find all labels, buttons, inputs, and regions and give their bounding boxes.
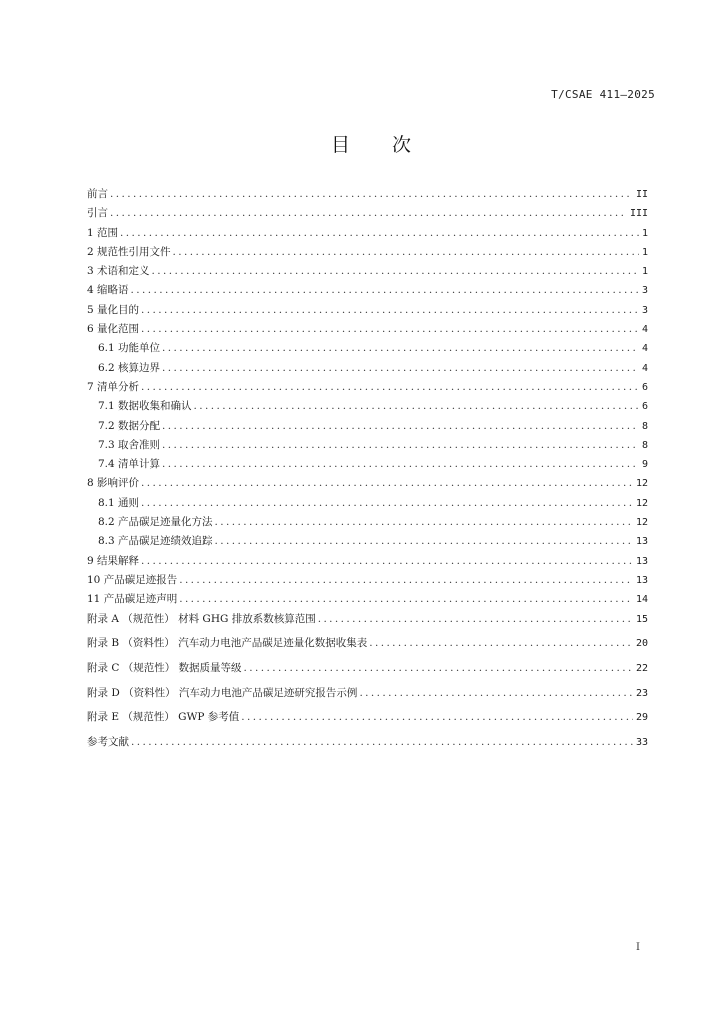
toc-entry[interactable] xyxy=(87,515,648,534)
toc-entry[interactable] xyxy=(87,361,648,380)
toc-entry-page: 13 xyxy=(635,536,648,548)
toc-entry-label: 8.3 产品碳足迹绩效追踪 xyxy=(98,535,213,548)
toc-entry-page: 13 xyxy=(635,555,648,567)
toc-leader-dots xyxy=(141,322,639,337)
table-of-contents xyxy=(87,187,648,760)
toc-entry-page: 14 xyxy=(635,594,648,606)
toc-entry-label: 5 量化目的 xyxy=(87,303,140,316)
toc-leader-dots xyxy=(110,187,633,202)
toc-entry-page: 23 xyxy=(635,687,648,699)
toc-entry-page: 33 xyxy=(635,736,648,748)
toc-leader-dots xyxy=(359,686,633,701)
toc-leader-dots xyxy=(179,573,633,588)
toc-entry[interactable] xyxy=(87,341,648,360)
toc-entry-label: 7.3 取舍准则 xyxy=(98,438,161,451)
toc-leader-dots xyxy=(215,515,633,530)
toc-leader-dots xyxy=(318,612,633,627)
toc-entry[interactable] xyxy=(87,496,648,515)
toc-entry-label: 4 缩略语 xyxy=(87,284,129,297)
toc-leader-dots xyxy=(162,341,639,356)
toc-leader-dots xyxy=(162,361,639,376)
toc-entry-label: 3 术语和定义 xyxy=(87,265,150,278)
toc-entry[interactable] xyxy=(87,554,648,573)
toc-leader-dots xyxy=(162,438,639,453)
toc-entry-page: III xyxy=(629,208,648,220)
toc-leader-dots xyxy=(131,283,639,298)
toc-entry-page: 8 xyxy=(641,439,648,451)
toc-entry[interactable] xyxy=(87,245,648,264)
toc-entry[interactable] xyxy=(87,264,648,283)
toc-leader-dots xyxy=(141,496,633,511)
toc-leader-dots xyxy=(244,661,633,676)
toc-entry-label: 11 产品碳足迹声明 xyxy=(87,593,178,606)
toc-entry-label: 参考文献 xyxy=(87,735,129,748)
toc-entry-label: 附录 C （规范性） 数据质量等级 xyxy=(87,661,242,674)
toc-entry-label: 前言 xyxy=(87,188,108,200)
toc-entry-label: 8.1 通则 xyxy=(98,496,140,509)
toc-leader-dots xyxy=(141,476,633,491)
toc-entry-label: 6 量化范围 xyxy=(87,323,140,336)
toc-entry[interactable] xyxy=(87,303,648,322)
page-number: I xyxy=(636,942,640,953)
toc-entry-label: 附录 A （规范性） 材料 GHG 排放系数核算范围 xyxy=(87,612,316,625)
toc-entry-page: 29 xyxy=(635,712,648,724)
toc-leader-dots xyxy=(131,735,633,750)
toc-entry[interactable] xyxy=(87,206,648,225)
toc-entry[interactable] xyxy=(87,686,648,711)
toc-entry-label: 6.2 核算边界 xyxy=(98,361,161,374)
toc-leader-dots xyxy=(141,380,639,395)
toc-entry[interactable] xyxy=(87,592,648,611)
toc-leader-dots xyxy=(179,592,633,607)
page-title: 目 次 xyxy=(330,134,430,156)
toc-entry[interactable] xyxy=(87,636,648,661)
toc-entry-page: 20 xyxy=(635,638,648,650)
toc-entry-label: 附录 E （规范性） GWP 参考值 xyxy=(87,711,240,724)
toc-leader-dots xyxy=(141,554,633,569)
toc-entry[interactable] xyxy=(87,419,648,438)
toc-entry-label: 7.2 数据分配 xyxy=(98,419,161,432)
toc-entry-label: 8.2 产品碳足迹量化方法 xyxy=(98,516,213,529)
toc-entry-label: 6.1 功能单位 xyxy=(98,342,161,355)
toc-entry-label: 7.4 清单计算 xyxy=(98,458,161,471)
toc-entry[interactable] xyxy=(87,735,648,760)
toc-leader-dots xyxy=(215,534,633,549)
toc-entry-page: 15 xyxy=(635,613,648,625)
toc-entry-page: 6 xyxy=(641,401,648,413)
document-code: T/CSAE 411—2025 xyxy=(551,88,655,101)
toc-entry[interactable] xyxy=(87,438,648,457)
toc-leader-dots xyxy=(369,636,633,651)
toc-leader-dots xyxy=(194,399,639,414)
toc-entry-page: 13 xyxy=(635,574,648,586)
toc-entry-label: 2 规范性引用文件 xyxy=(87,245,171,258)
toc-entry[interactable] xyxy=(87,612,648,637)
toc-entry[interactable] xyxy=(87,457,648,476)
toc-entry-page: 22 xyxy=(635,662,648,674)
toc-entry-page: 8 xyxy=(641,420,648,432)
toc-entry-page: 3 xyxy=(641,285,648,297)
toc-entry-page: 12 xyxy=(635,517,648,529)
toc-leader-dots xyxy=(173,245,639,260)
toc-leader-dots xyxy=(120,226,639,241)
toc-entry[interactable] xyxy=(87,399,648,418)
toc-entry-label: 7 清单分析 xyxy=(87,380,140,393)
toc-leader-dots xyxy=(141,303,639,318)
toc-entry-page: 1 xyxy=(641,266,648,278)
toc-entry-page: 6 xyxy=(641,381,648,393)
toc-entry-label: 1 范围 xyxy=(87,226,119,239)
toc-entry-page: 4 xyxy=(641,324,648,336)
toc-entry[interactable] xyxy=(87,573,648,592)
toc-entry[interactable] xyxy=(87,534,648,553)
toc-leader-dots xyxy=(110,206,627,221)
toc-entry-label: 附录 D （资料性） 汽车动力电池产品碳足迹研究报告示例 xyxy=(87,686,358,699)
toc-entry-page: 4 xyxy=(641,362,648,374)
toc-entry-page: 1 xyxy=(641,227,648,239)
toc-entry-label: 9 结果解释 xyxy=(87,554,140,567)
toc-entry[interactable] xyxy=(87,380,648,399)
toc-entry[interactable] xyxy=(87,710,648,735)
toc-entry-page: 12 xyxy=(635,497,648,509)
toc-entry[interactable] xyxy=(87,476,648,495)
toc-leader-dots xyxy=(152,264,639,279)
toc-leader-dots xyxy=(241,710,633,725)
toc-entry-page: II xyxy=(635,189,648,200)
toc-entry-page: 1 xyxy=(641,246,648,258)
toc-entry[interactable] xyxy=(87,187,648,206)
toc-entry-label: 8 影响评价 xyxy=(87,477,140,490)
toc-entry-page: 4 xyxy=(641,343,648,355)
toc-entry-page: 9 xyxy=(641,459,648,471)
toc-leader-dots xyxy=(162,419,639,434)
toc-entry-page: 3 xyxy=(641,304,648,316)
toc-entry-label: 引言 xyxy=(87,207,108,220)
toc-entry[interactable] xyxy=(87,661,648,686)
toc-leader-dots xyxy=(162,457,639,472)
toc-entry-label: 10 产品碳足迹报告 xyxy=(87,573,178,586)
toc-entry-label: 7.1 数据收集和确认 xyxy=(98,400,192,413)
toc-entry-page: 12 xyxy=(635,478,648,490)
toc-entry[interactable] xyxy=(87,283,648,302)
toc-entry[interactable] xyxy=(87,322,648,341)
toc-entry[interactable] xyxy=(87,226,648,245)
toc-entry-label: 附录 B （资料性） 汽车动力电池产品碳足迹量化数据收集表 xyxy=(87,637,368,650)
